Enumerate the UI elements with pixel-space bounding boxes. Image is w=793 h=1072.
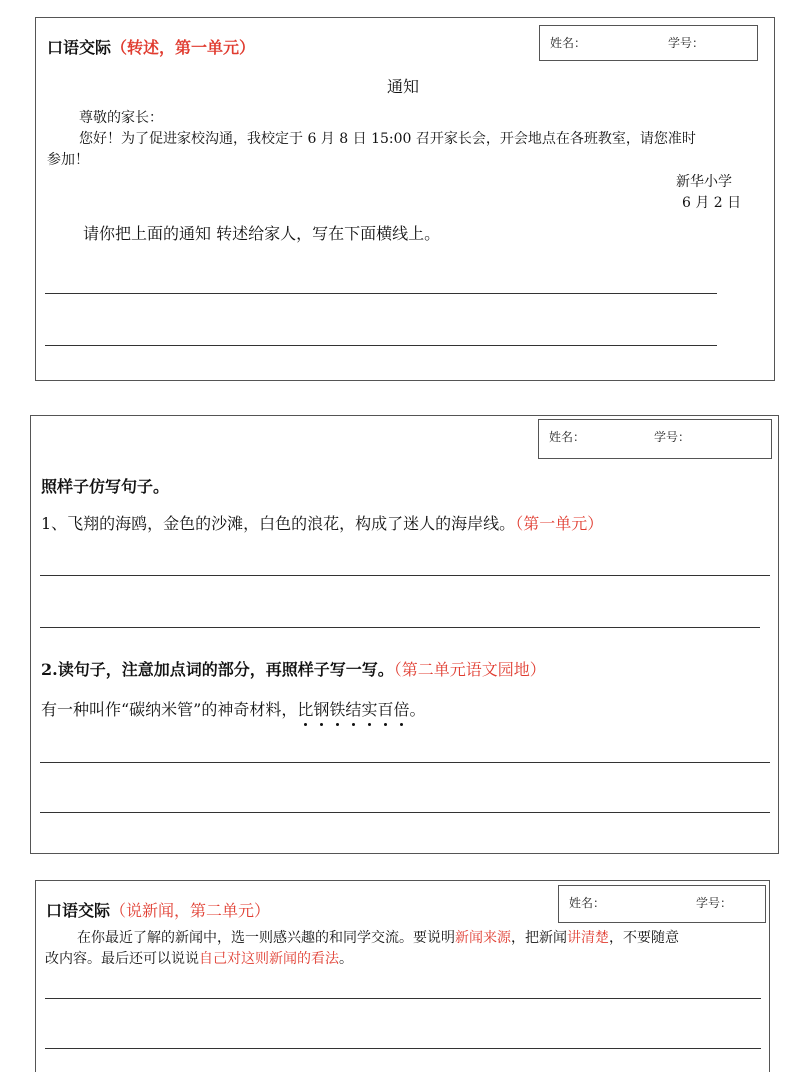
answer-line[interactable] <box>40 762 770 763</box>
id-label: 学号： <box>696 896 733 910</box>
card-title: 口语交际（转述，第一单元） <box>47 38 256 57</box>
name-id-box <box>539 25 758 61</box>
dotted-char: 百 <box>377 700 394 719</box>
notice-body-line2: 参加！ <box>47 152 89 168</box>
dotted-char: 结 <box>345 700 362 719</box>
retell-instruction: 请你把上面的通知 转述给家人，写在下面横线上。 <box>83 224 441 243</box>
answer-line[interactable] <box>40 575 770 576</box>
notice-signature: 新华小学 <box>676 174 732 190</box>
name-label: 姓名： <box>550 36 587 50</box>
example-sentence: 有一种叫作“碳纳米管”的神奇材料，比钢铁结实百倍。 <box>41 700 426 719</box>
answer-line[interactable] <box>45 345 717 346</box>
worksheet-card-sentence-imitation <box>30 415 779 854</box>
answer-line[interactable] <box>40 812 770 813</box>
answer-line[interactable] <box>45 998 761 999</box>
dotted-char: 铁 <box>329 700 346 719</box>
worksheet-card-retelling <box>35 17 775 381</box>
notice-date: 6 月 2 日 <box>682 195 742 211</box>
section-heading: 照样子仿写句子。 <box>41 477 170 496</box>
notice-salutation: 尊敬的家长： <box>79 110 163 126</box>
card-title: 口语交际（说新闻，第二单元） <box>46 901 271 920</box>
worksheet-card-news-talk <box>35 880 770 1072</box>
id-label: 学号： <box>668 36 705 50</box>
answer-line[interactable] <box>40 627 760 628</box>
name-label: 姓名： <box>569 896 606 910</box>
name-id-box <box>538 419 772 459</box>
answer-line[interactable] <box>45 293 717 294</box>
name-id-box <box>558 885 766 923</box>
notice-title: 通知 <box>387 77 420 96</box>
task-line-1: 在你最近了解的新闻中，选一则感兴趣的和同学交流。要说明新闻来源，把新闻讲清楚，不要随意 <box>77 930 679 946</box>
dotted-char: 倍 <box>393 700 410 719</box>
task-line-2: 改内容。最后还可以说说自己对这则新闻的看法。 <box>45 951 353 967</box>
dotted-char: 钢 <box>313 700 330 719</box>
question-2: 2.读句子，注意加点词的部分，再照样子写一写。（第二单元语文园地） <box>41 660 546 679</box>
name-label: 姓名： <box>549 430 586 444</box>
id-label: 学号： <box>654 430 691 444</box>
notice-body-line1: 您好！为了促进家校沟通，我校定于 6 月 8 日 15:00 召开家长会，开会地点在各班教室，请您准时 <box>79 131 696 147</box>
dotted-char: 比 <box>297 700 314 719</box>
question-1: 1、飞翔的海鸥，金色的沙滩，白色的浪花，构成了迷人的海岸线。（第一单元） <box>41 514 604 533</box>
dotted-char: 实 <box>361 700 378 719</box>
answer-line[interactable] <box>45 1048 761 1049</box>
